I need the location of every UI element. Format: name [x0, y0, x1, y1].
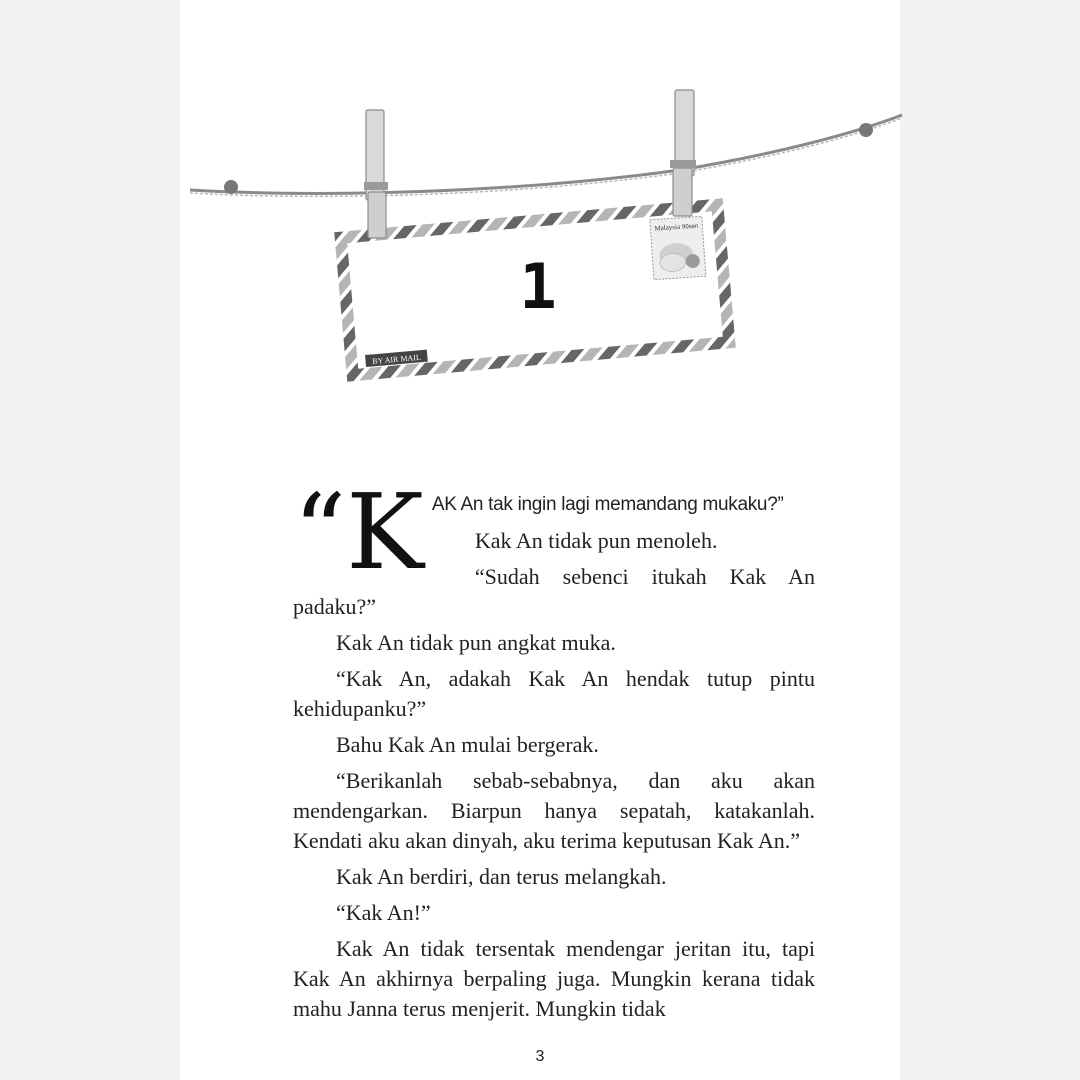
paragraph: “Berikanlah sebab-sebabnya, dan aku akan mendengarkan. Biarpun hanya sepatah, katakanlah. Kendati aku akan dinyah, aku terima keputusan Kak An.”: [293, 768, 815, 853]
story-text: [293, 471, 815, 1030]
chapter-illustration: [0, 0, 1080, 420]
paragraph: “Kak An!”: [336, 900, 431, 925]
page-number: 3: [535, 1048, 545, 1065]
drop-cap: “K: [293, 471, 424, 593]
string-bead-left: [224, 180, 238, 194]
hanging-string: [190, 115, 902, 193]
opening-line: AK An tak ingin lagi memandang mukaku?”: [431, 494, 784, 515]
stamp-value: 90sen: [681, 223, 699, 231]
paragraph: Kak An tidak tersentak mendengar jeritan itu, tapi Kak An akhirnya berpaling juga. Mungkin kerana tidak mahu Janna terus menjerit. Mungkin tidak: [293, 936, 815, 1021]
postage-stamp: [650, 216, 706, 279]
paragraph: “Sudah sebenci itukah Kak An padaku?”: [293, 564, 815, 619]
chapter-number: 1: [519, 250, 557, 323]
clothespin-left: [364, 110, 388, 238]
paragraph: Kak An tidak pun menoleh.: [474, 528, 718, 553]
paragraph: Bahu Kak An mulai bergerak.: [336, 732, 599, 757]
paragraph: Kak An tidak pun angkat muka.: [336, 630, 616, 655]
paragraph: “Kak An, adakah Kak An hendak tutup pintu kehidupanku?”: [293, 666, 815, 721]
string-bead-right: [859, 123, 873, 137]
paragraph: Kak An berdiri, dan terus melangkah.: [336, 864, 667, 889]
envelope-label: BY AIR MAIL: [371, 352, 422, 366]
stamp-country: Malaysia: [654, 222, 681, 233]
clothespin-right: [670, 90, 696, 216]
